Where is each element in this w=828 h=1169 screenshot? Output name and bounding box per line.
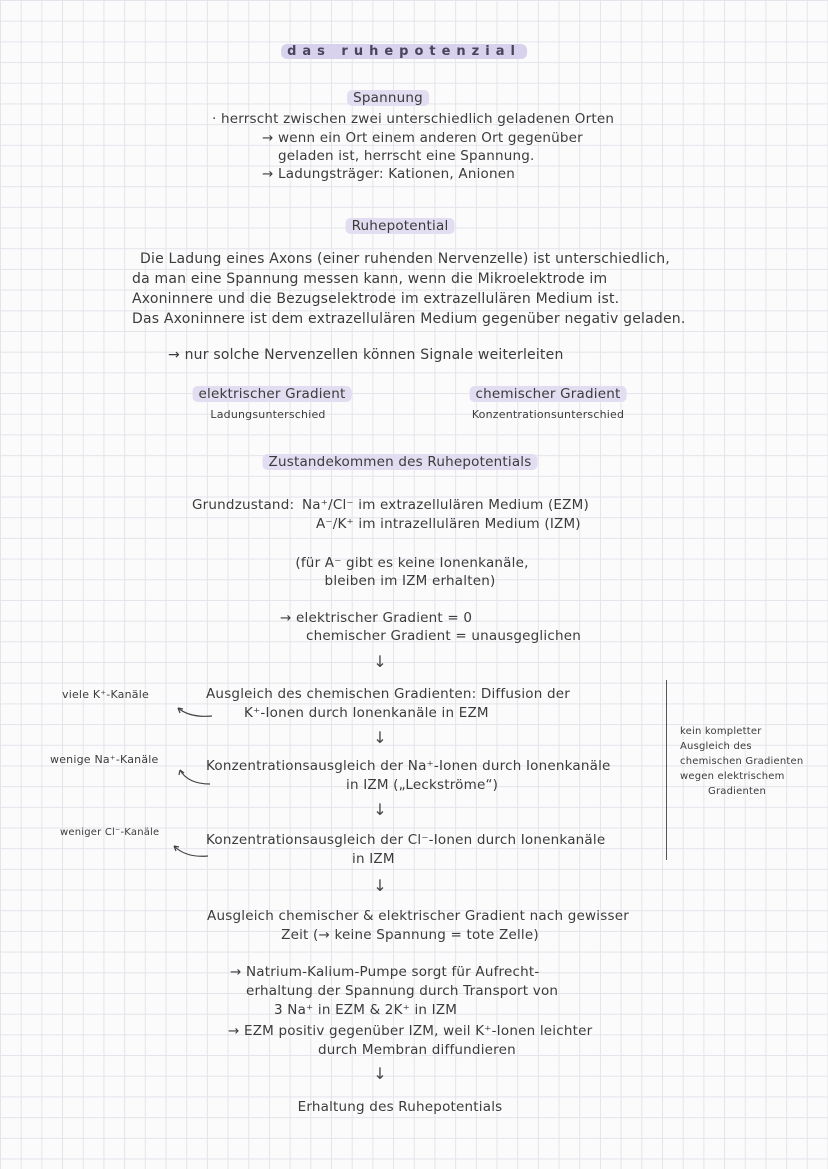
spannung-line-1: · herrscht zwischen zwei unterschiedlich geladenen Orten: [212, 111, 615, 127]
step-1-line-1: Ausgleich des chemischen Gradienten: Diffusion der: [206, 686, 571, 702]
ezm-line-2: durch Membran diffundieren: [318, 1042, 516, 1058]
ruhe-note: → nur solche Nervenzellen können Signale weiterleiten: [168, 347, 564, 363]
gradient-line-1: → elektrischer Gradient = 0: [280, 610, 473, 626]
pump-line-3: 3 Na⁺ in EZM & 2K⁺ in IZM: [274, 1002, 458, 1018]
paren-line-1: (für A⁻ gibt es keine Ionenkanäle,: [295, 555, 529, 571]
down-arrow-2: ↓: [373, 728, 387, 747]
final-line-1: Ausgleich chemischer & elektrischer Gradient nach gewisser: [207, 908, 629, 924]
spannung-line-3: geladen ist, herrscht eine Spannung.: [278, 148, 535, 164]
down-arrow-5: ↓: [373, 1064, 387, 1083]
final-conclusion: Erhaltung des Ruhepotentials: [297, 1099, 503, 1115]
ruhe-para-3: Axoninnere und die Bezugselektrode im extrazellulären Medium ist.: [132, 291, 620, 307]
ruhe-para-1: Die Ladung eines Axons (einer ruhenden Nervenzelle) ist unterschiedlich,: [140, 251, 670, 267]
pump-line-1: → Natrium-Kalium-Pumpe sorgt für Aufrecht-: [230, 964, 540, 980]
ruhe-para-2: da man eine Spannung messen kann, wenn die Mikroelektrode im: [132, 271, 608, 287]
page-title: das ruhepotenzial: [281, 44, 527, 59]
step-1-line-2: K⁺-Ionen durch Ionenkanäle in EZM: [244, 705, 489, 721]
down-arrow-3: ↓: [373, 800, 387, 819]
ruhe-para-4: Das Axoninnere ist dem extrazellulären Medium gegenüber negativ geladen.: [132, 311, 686, 327]
curved-arrow-1: [170, 700, 216, 722]
side-label-cl-channels: weniger Cl⁻-Kanäle: [60, 827, 160, 838]
side-note-5: Gradienten: [708, 786, 767, 797]
pump-line-2: erhaltung der Spannung durch Transport von: [246, 983, 559, 999]
electric-gradient-label: elektrischer Gradient: [193, 386, 352, 402]
chemical-gradient-sub: Konzentrationsunterschied: [471, 408, 625, 421]
grundzustand-line-2: A⁻/K⁺ im intrazellulären Medium (IZM): [316, 516, 581, 532]
heading-ruhepotential: Ruhepotential: [346, 218, 455, 234]
side-note-4: wegen elektrischem: [680, 771, 785, 782]
step-2-line-1: Konzentrationsausgleich der Na⁺-Ionen durch Ionenkanäle: [206, 758, 611, 774]
down-arrow-1: ↓: [373, 652, 387, 671]
final-line-2: Zeit (→ keine Spannung = tote Zelle): [281, 927, 539, 943]
grundzustand-label: Grundzustand:: [192, 497, 295, 513]
side-label-na-channels: wenige Na⁺-Kanäle: [50, 753, 159, 766]
paren-line-2: bleiben im IZM erhalten): [324, 573, 496, 589]
step-3-line-1: Konzentrationsausgleich der Cl⁻-Ionen durch Ionenkanäle: [206, 832, 606, 848]
spannung-line-2: → wenn ein Ort einem anderen Ort gegenüber: [262, 130, 583, 146]
heading-zustandekommen: Zustandekommen des Ruhepotentials: [263, 454, 538, 470]
electric-gradient-sub: Ladungsunterschied: [210, 408, 326, 421]
chemical-gradient-label: chemischer Gradient: [470, 386, 627, 402]
ezm-line-1: → EZM positiv gegenüber IZM, weil K⁺-Ionen leichter: [228, 1023, 593, 1039]
side-note-2: Ausgleich des: [680, 741, 752, 752]
side-bracket-line: [666, 680, 667, 860]
step-3-line-2: in IZM: [352, 851, 395, 867]
gradient-line-2: chemischer Gradient = unausgeglichen: [306, 628, 581, 644]
spannung-line-4: → Ladungsträger: Kationen, Anionen: [262, 166, 516, 182]
step-2-line-2: in IZM („Leckströme“): [346, 777, 499, 793]
side-note-1: kein kompletter: [680, 726, 762, 737]
side-label-k-channels: viele K⁺-Kanäle: [62, 688, 149, 701]
side-note-3: chemischen Gradienten: [680, 756, 804, 767]
down-arrow-4: ↓: [373, 876, 387, 895]
grundzustand-line-1: Na⁺/Cl⁻ im extrazellulären Medium (EZM): [302, 497, 589, 513]
heading-spannung: Spannung: [347, 90, 429, 106]
